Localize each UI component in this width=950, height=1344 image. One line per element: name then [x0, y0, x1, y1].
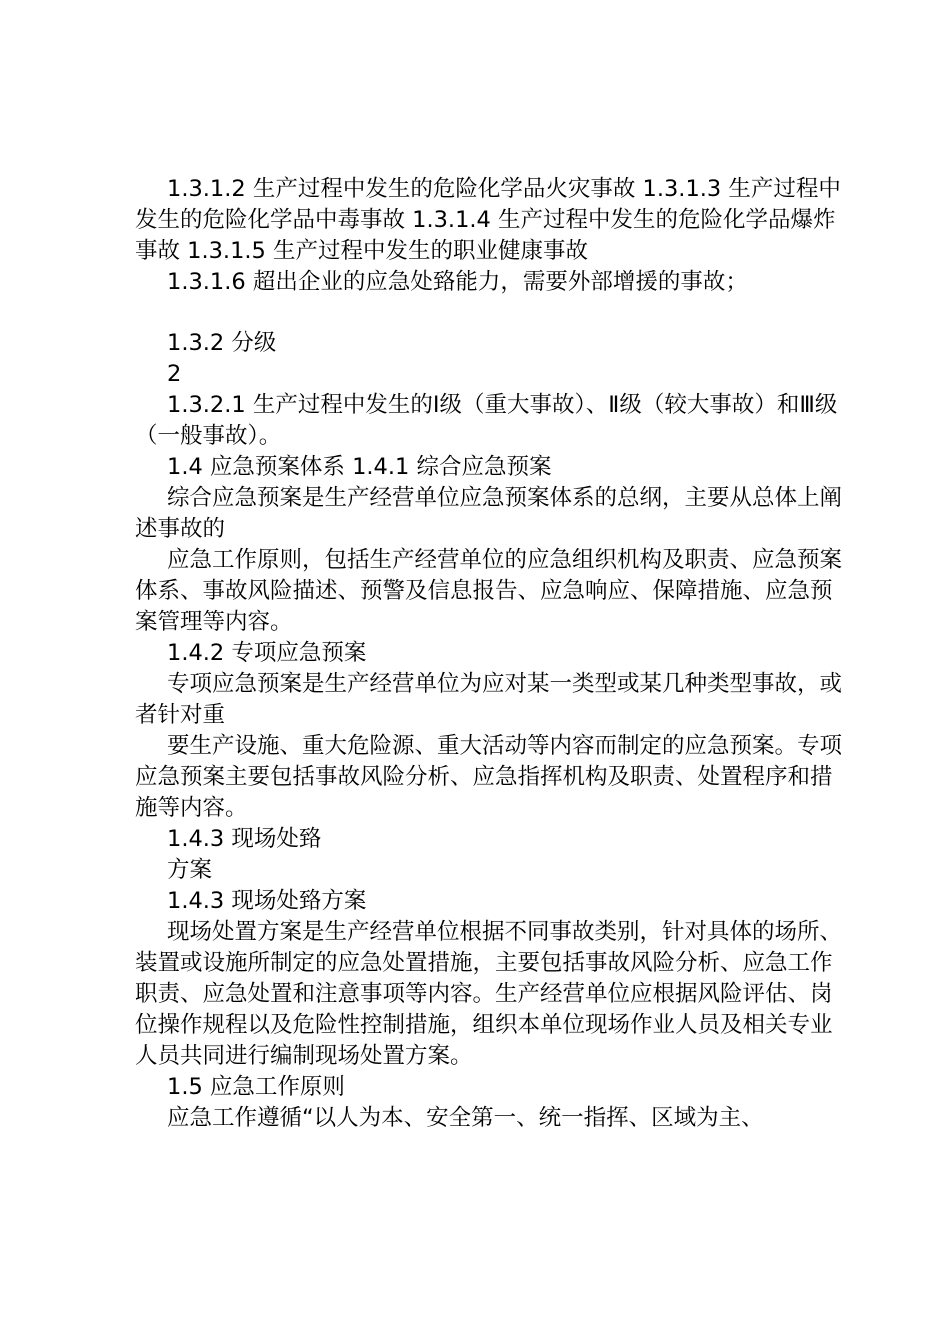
paragraph-onsite-plan: 现场处置方案是生产经营单位根据不同事故类别，针对具体的场所、装置或设施所制定的应急处置措施，主要包括事故风险分析、应急工作职责、应急处置和注意事项等内容。生产经营单位应根据风险评估、岗位操作规程以及危险性控制措施，组织本单位现场作业人员及相关专业人员共同进行编制现场处置方案。	[135, 919, 843, 1069]
heading-grading: 1.3.2 分级	[167, 330, 277, 356]
page-number: 2	[167, 361, 182, 387]
paragraph-comprehensive-plan-cont: 应急工作原则，包括生产经营单位的应急组织机构及职责、应急预案体系、事故风险描述、预警及信息报告、应急响应、保障措施、应急预案管理等内容。	[135, 547, 843, 635]
document-body	[135, 174, 847, 1134]
paragraph-external-aid: 1.3.1.6 超出企业的应急处臵能力，需要外部增援的事故；	[167, 269, 748, 295]
paragraph-comprehensive-plan: 综合应急预案是生产经营单位应急预案体系的总纲，主要从总体上阐述事故的	[135, 485, 843, 542]
paragraph-gap	[135, 298, 847, 328]
paragraph-grade-levels: 1.3.2.1 生产过程中发生的Ⅰ级（重大事故）、Ⅱ级（较大事故）和Ⅲ级（一般事故）。	[135, 392, 838, 449]
paragraph-accident-types: 1.3.1.2 生产过程中发生的危险化学品火灾事故 1.3.1.3 生产过程中发生的危险化学品中毒事故 1.3.1.4 生产过程中发生的危险化学品爆炸事故 1.3.1.5 生产过程中发生的职业健康事故	[135, 176, 841, 264]
heading-work-principles: 1.5 应急工作原则	[167, 1074, 345, 1100]
paragraph-special-plan: 专项应急预案是生产经营单位为应对某一类型或某几种类型事故，或者针对重	[135, 671, 843, 728]
paragraph-special-plan-cont: 要生产设施、重大危险源、重大活动等内容而制定的应急预案。专项应急预案主要包括事故风险分析、应急指挥机构及职责、处置程序和措施等内容。	[135, 733, 843, 821]
heading-onsite-plan-split-cont: 方案	[167, 857, 213, 883]
paragraph-work-principles: 应急工作遵循“以人为本、安全第一、统一指挥、区域为主、	[167, 1105, 764, 1131]
heading-onsite-plan: 1.4.3 现场处臵方案	[167, 888, 367, 914]
heading-plan-system: 1.4 应急预案体系 1.4.1 综合应急预案	[167, 454, 552, 480]
heading-onsite-plan-split: 1.4.3 现场处臵	[167, 826, 322, 852]
heading-special-plan: 1.4.2 专项应急预案	[167, 640, 367, 666]
